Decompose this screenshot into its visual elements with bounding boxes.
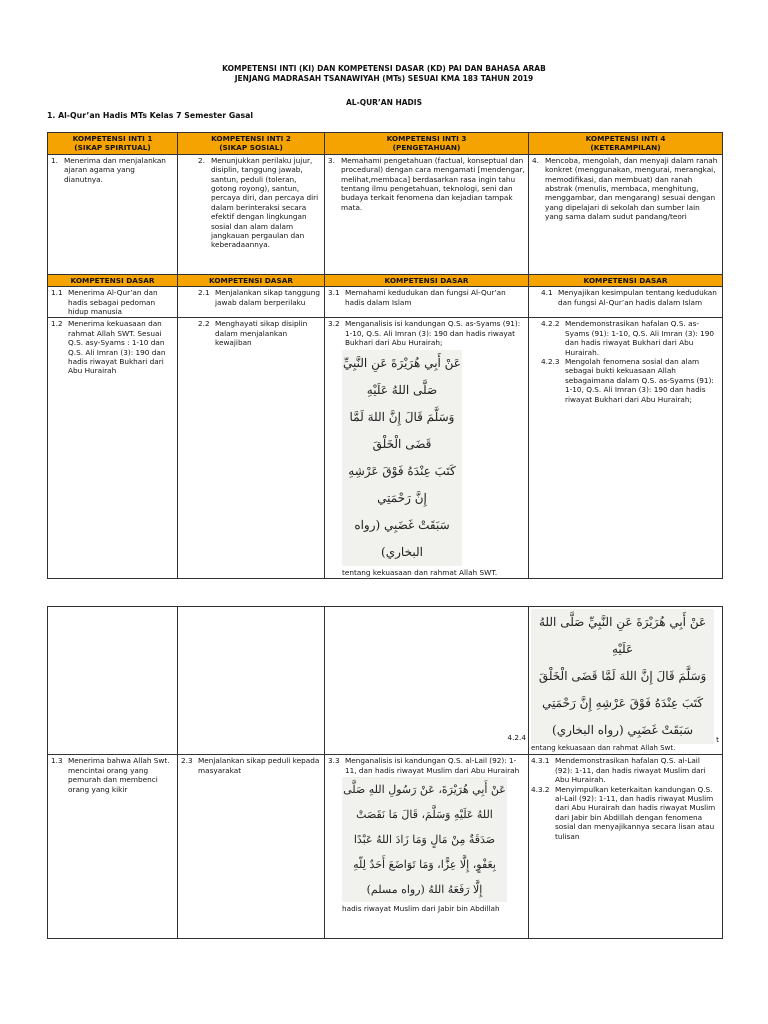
ki4-text: 4. Mencoba, mengolah, dan menyaji dalam ranah konkret (menggunakan, mengurai, merangkai, memodifikasi, dan membuat) dan ranah abstrak (menulis, membaca, menghitung, menggambar, dan mengarang) sesuai dengan yang dipelajari di sekolah dan sumber lain yang sama dalam sudut pandang/teori [529, 154, 723, 274]
kd-header-3: KOMPETENSI DASAR [325, 274, 529, 286]
ki-text-row [48, 154, 723, 274]
kd-2-3-empty [178, 607, 325, 755]
kd-3-2-after: tentang kekuasaan dan rahmat Allah SWT. [342, 567, 498, 577]
kd-4-1: 4.1 Menyajikan kesimpulan tentang kedudukan dan fungsi Al-Qur’an hadis dalam Islam [529, 287, 723, 318]
kd-1-1: 1.1 Menerima Al-Qur’an dan hadis sebagai pedoman hidup manusia [48, 287, 178, 318]
kd-header-4: KOMPETENSI DASAR [529, 274, 723, 286]
kd-4-3 [529, 607, 723, 755]
kd-1-2: 1.2 Menerima kekuasaan dan rahmat Allah SWT. Sesuai Q.S. asy-Syams : 1-10 dan Q.S. Ali Imran (3): 190 dan hadis riwayat Bukhari dari Abu Hurairah [48, 318, 178, 579]
hadith-muslim-image: عَنْ أَبِي هُرَيْرَةَ، عَنْ رَسُولِ اللهِ صَلَّى اللهُ عَلَيْهِ وَسَلَّمَ، قَالَ مَا نَقَصَتْ صَدَقَةٌ مِنْ مَالٍ وَمَا زَادَ اللهُ عَبْدًا بِعَفْوٍ، إِلَّا عِزًّا، وَمَا تَوَاضَعَ أَحَدٌ لِلّهِ إِلَّا رَفَعَهُ اللهُ (رواه مسلم) [342, 777, 507, 902]
ki4-header: KOMPETENSI INTI 4 (KETERAMPILAN) [529, 133, 723, 155]
kd-3-3-num-cell [325, 607, 529, 755]
kd-3-4-after: hadis riwayat Muslim dari Jabir bin Abdillah [342, 904, 500, 914]
hadith-bukhari-image-2: عَنْ أَبِي هُرَيْرَةَ عَنِ النَّبِيِّ صَلَّى اللهُ عَلَيْهِ وَسَلَّمَ قَالَ إِنَّ اللهَ لَمَّا قَضَى الْخَلْقَ كَتَبَ عِنْدَهُ فَوْقَ عَرْشِهِ إِنَّ رَحْمَتِي سَبَقَتْ غَضَبِي (رواه البخاري) [531, 609, 714, 744]
ki-header-row [48, 133, 723, 155]
kd-4-4: 4.3.1 Mendemonstrasikan hafalan Q.S. al-Lail (92): 1-11, dan hadis riwayat Muslim dari Abu Hurairah. 4.3.2 Menyimpulkan keterkaitan kandungan Q.S. al-Lail (92): 1-11, dan hadis riwayat Muslim dari Abu Hurairah dan hadis riwayat Muslim dari Jabir bin Abdillah dengan fenomena sosial dan menyajikannya secara lisan atau tulisan [529, 755, 723, 939]
kd-2-2: 2.2 Menghayati sikap disiplin dalam menjalankan kewajiban [178, 318, 325, 579]
kd-row-2 [48, 318, 723, 579]
ki2-text: 2. Menunjukkan perilaku jujur, disiplin, tanggung jawab, santun, peduli (toleran, gotong royong), santun, percaya diri, dan percaya diri dalam berinteraksi secara efektif dengan lingkungan sosial dan alam dalam jangkauan pergaulan dan keberadaannya. [178, 154, 325, 274]
ki1-header: KOMPETENSI INTI 1 (SIKAP SPIRITUAL) [48, 133, 178, 155]
subject-title: AL-QUR’AN HADIS [346, 98, 422, 107]
ki3-text: 3. Memahami pengetahuan (factual, konseptual dan procedural) dengan cara mengamati [mendengar, melihat,membaca] berdasarkan rasa ingin tahu tentang ilmu pengetahuan, teknologi, seni dan budaya terkait fenomena dan kejadian tampak mata. [325, 154, 529, 274]
kd-row-3 [48, 607, 723, 755]
hadith-bukhari-image: عَنْ أَبِي هُرَيْرَةَ عَنِ النَّبِيِّ صَلَّى اللهُ عَلَيْهِ وَسَلَّمَ قَالَ إِنَّ اللهَ لَمَّا قَضَى الْخَلْقَ كَتَبَ عِنْدَهُ فَوْقَ عَرْشِهِ إِنَّ رَحْمَتِي سَبَقَتْ غَضَبِي (رواه البخاري) [342, 350, 462, 566]
kd-header-row [48, 274, 723, 286]
competency-table-bottom [47, 606, 723, 939]
kd-header-1: KOMPETENSI DASAR [48, 274, 178, 286]
kd-row-4 [48, 755, 723, 939]
doc-title-line2: JENJANG MADRASAH TSANAWIYAH (MTs) SESUAI KMA 183 TAHUN 2019 [234, 74, 534, 83]
kd-4-2-4-number: 4.2.4 [507, 733, 526, 742]
doc-title-line1: KOMPETENSI INTI (KI) DAN KOMPETENSI DASAR (KD) PAI DAN BAHASA ARAB [222, 64, 546, 73]
ki2-header: KOMPETENSI INTI 2 (SIKAP SOSIAL) [178, 133, 325, 155]
competency-table-top [47, 132, 723, 579]
kd-1-3-empty [48, 607, 178, 755]
kd-3-2: 3.2 Menganalisis isi kandungan Q.S. as-Syams (91): 1-10, Q.S. Ali Imran (3): 190 dan hadis riwayat Bukhari dari Abu Hurairah; عَنْ أَبِي هُرَيْرَةَ عَنِ النَّبِيِّ صَلَّى اللهُ عَلَيْهِ وَسَلَّمَ قَالَ إِنَّ اللهَ لَمَّا قَضَى الْخَلْقَ كَتَبَ عِنْدَهُ فَوْقَ عَرْشِهِ إِنَّ رَحْمَتِي سَبَقَتْ غَضَبِي (رواه البخاري) tentang kekuasaan dan rahmat Allah SWT. [325, 318, 529, 579]
section-heading: 1. Al-Qur’an Hadis MTs Kelas 7 Semester Gasal [47, 111, 254, 120]
kd-2-4: 2.3 Menjalankan sikap peduli kepada masyarakat [178, 755, 325, 939]
kd-header-2: KOMPETENSI DASAR [178, 274, 325, 286]
kd-3-4: 3.3 Menganalisis isi kandungan Q.S. al-Lail (92): 1-11, dan hadis riwayat Muslim dari Abu Hurairah عَنْ أَبِي هُرَيْرَةَ، عَنْ رَسُولِ اللهِ صَلَّى اللهُ عَلَيْهِ وَسَلَّمَ، قَالَ مَا نَقَصَتْ صَدَقَةٌ مِنْ مَالٍ وَمَا زَادَ اللهُ عَبْدًا بِعَفْوٍ، إِلَّا عِزًّا، وَمَا تَوَاضَعَ أَحَدٌ لِلّهِ إِلَّا رَفَعَهُ اللهُ (رواه مسلم) hadis riwayat Muslim dari Jabir bin Abdillah [325, 755, 529, 939]
ki3-header: KOMPETENSI INTI 3 (PENGETAHUAN) [325, 133, 529, 155]
ki1-text: 1. Menerima dan menjalankan ajaran agama yang dianutnya. [48, 154, 178, 274]
kd-2-1: 2.1 Menjalankan sikap tanggung jawab dalam berperilaku [178, 287, 325, 318]
kd-4-2-4-trail: t [716, 734, 719, 744]
kd-3-1: 3.1 Memahami kedudukan dan fungsi Al-Qur’an hadis dalam Islam [325, 287, 529, 318]
kd-4-2: 4.2.2 Mendemonstrasikan hafalan Q.S. as-Syams (91): 1-10, Q.S. Ali Imran (3): 190 dan hadis riwayat Bukhari dari Abu Hurairah. 4.2.3 Mengolah fenomena sosial dan alam sebagai bukti kekuasaan Allah sebagaimana dalam Q.S. as-Syams (91): 1-10, Q.S. Ali Imran (3): 190 dan hadis riwayat Bukhari dari Abu Hurairah; [529, 318, 723, 579]
kd-1-4: 1.3 Menerima bahwa Allah Swt. mencintai orang yang pemurah dan membenci orang yang kikir [48, 755, 178, 939]
kd-4-2-4-after: entang kekuasaan dan rahmat Allah Swt. [531, 744, 676, 752]
kd-row-1 [48, 287, 723, 318]
